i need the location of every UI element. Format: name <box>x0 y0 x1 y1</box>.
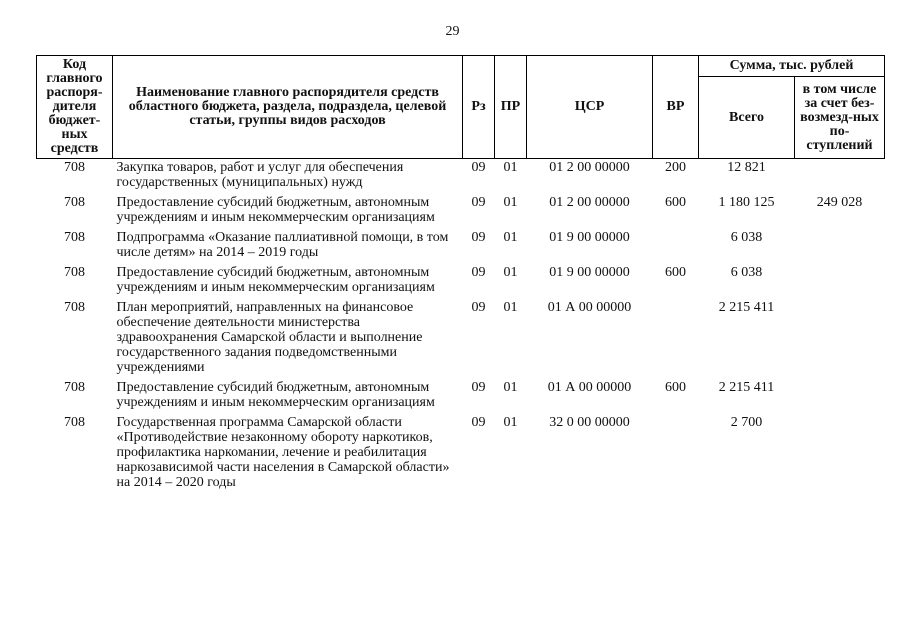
cell-incl <box>795 414 885 494</box>
header-sum: Сумма, тыс. рублей <box>699 56 885 77</box>
cell-vr <box>653 299 699 379</box>
cell-csr: 01 А 00 00000 <box>547 300 632 315</box>
cell-pr: 01 <box>503 415 518 430</box>
cell-incl <box>795 229 885 264</box>
cell-total: 2 215 411 <box>718 300 775 315</box>
header-vr: ВР <box>653 56 699 159</box>
cell-code: 708 <box>64 160 85 175</box>
cell-code: 708 <box>64 230 85 245</box>
cell-rz: 09 <box>471 415 486 430</box>
table-row <box>37 194 885 229</box>
header-incl: в том числе за счет без-возмезд-ных по-ступлений <box>795 77 885 159</box>
cell-vr: 200 <box>665 160 686 175</box>
table-row <box>37 379 885 414</box>
header-total: Всего <box>699 77 795 159</box>
table-row <box>37 264 885 299</box>
cell-csr: 01 2 00 00000 <box>549 160 630 175</box>
cell-pr: 01 <box>503 230 518 245</box>
header-pr: ПР <box>495 56 527 159</box>
cell-incl <box>795 379 885 414</box>
cell-code: 708 <box>64 265 85 280</box>
cell-vr <box>653 414 699 494</box>
header-name: Наименование главного распорядителя средств областного бюджета, раздела, подраздела, целевой статьи, группы видов расходов <box>113 56 463 159</box>
cell-name: План мероприятий, направленных на финансовое обеспечение деятельности министерства здравоохранения Самарской области и выполнение государственного задания подведомственными учреждениями <box>116 300 423 375</box>
table-row <box>37 414 885 494</box>
cell-total: 6 038 <box>730 230 763 245</box>
cell-name: Закупка товаров, работ и услуг для обеспечения государственных (муниципальных) нужд <box>116 160 404 190</box>
cell-total: 1 180 125 <box>718 195 775 210</box>
table-body <box>37 159 885 495</box>
cell-total: 2 215 411 <box>718 380 775 395</box>
cell-incl <box>795 299 885 379</box>
cell-pr: 01 <box>503 380 518 395</box>
cell-vr: 600 <box>665 195 686 210</box>
cell-incl <box>795 159 885 195</box>
cell-total: 2 700 <box>730 415 763 430</box>
table-header <box>37 56 885 159</box>
table-row <box>37 229 885 264</box>
cell-name: Предоставление субсидий бюджетным, автономным учреждениям и иным некоммерческим организациям <box>116 265 435 295</box>
cell-pr: 01 <box>503 265 518 280</box>
page-number: 29 <box>445 24 460 39</box>
header-code: Код главного распоря-дителя бюджет-ных средств <box>37 56 113 159</box>
cell-code: 708 <box>64 380 85 395</box>
table-row <box>37 299 885 379</box>
cell-total: 12 821 <box>727 160 766 175</box>
cell-total: 6 038 <box>730 265 763 280</box>
cell-name: Государственная программа Самарской области «Противодействие незаконному обороту наркотиков, профилактика наркомании, лечение и реабилитация наркозависимой части населения в Самарской области» на 2014 – 2020 годы <box>116 415 450 490</box>
cell-name: Предоставление субсидий бюджетным, автономным учреждениям и иным некоммерческим организациям <box>116 380 435 410</box>
cell-csr: 01 А 00 00000 <box>547 380 632 395</box>
cell-csr: 01 2 00 00000 <box>549 195 630 210</box>
header-csr: ЦСР <box>527 56 653 159</box>
cell-code: 708 <box>64 415 85 430</box>
cell-vr <box>653 229 699 264</box>
cell-csr: 01 9 00 00000 <box>549 265 630 280</box>
table-row <box>37 159 885 195</box>
cell-rz: 09 <box>471 300 486 315</box>
cell-incl <box>795 264 885 299</box>
cell-pr: 01 <box>503 300 518 315</box>
cell-csr: 32 0 00 00000 <box>549 415 630 430</box>
cell-rz: 09 <box>471 380 486 395</box>
cell-incl: 249 028 <box>816 195 863 210</box>
cell-code: 708 <box>64 300 85 315</box>
cell-rz: 09 <box>471 160 486 175</box>
cell-rz: 09 <box>471 265 486 280</box>
cell-rz: 09 <box>471 195 486 210</box>
cell-code: 708 <box>64 195 85 210</box>
cell-name: Подпрограмма «Оказание паллиативной помощи, в том числе детям» на 2014 – 2019 годы <box>116 230 449 260</box>
budget-table <box>36 55 885 494</box>
cell-pr: 01 <box>503 160 518 175</box>
cell-rz: 09 <box>471 230 486 245</box>
cell-vr: 600 <box>665 380 686 395</box>
cell-pr: 01 <box>503 195 518 210</box>
cell-vr: 600 <box>665 265 686 280</box>
cell-csr: 01 9 00 00000 <box>549 230 630 245</box>
header-rz: Рз <box>463 56 495 159</box>
cell-name: Предоставление субсидий бюджетным, автономным учреждениям и иным некоммерческим организациям <box>116 195 435 225</box>
